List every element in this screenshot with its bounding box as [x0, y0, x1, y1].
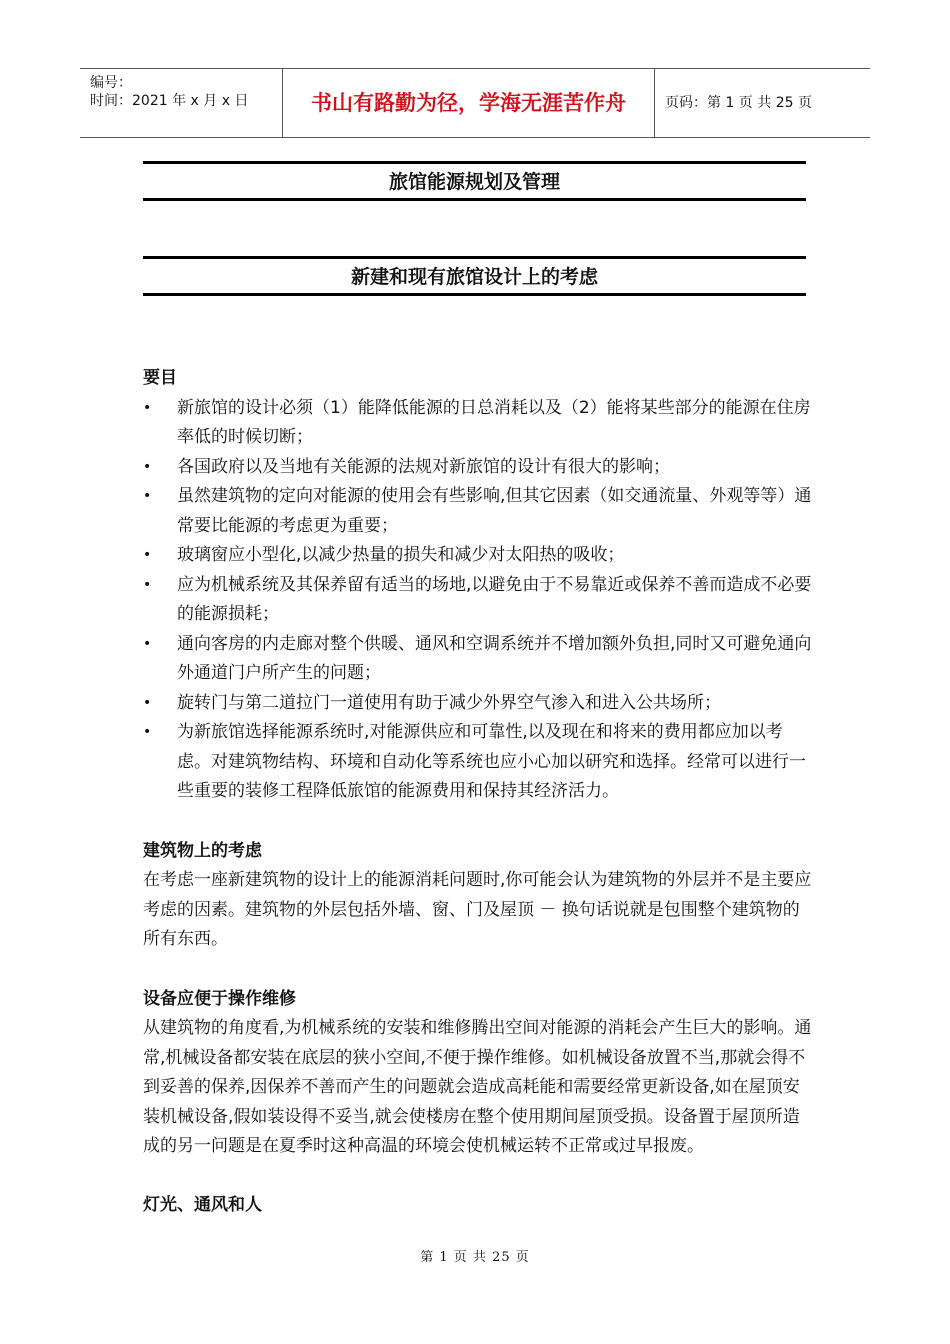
header-meta-cell: [80, 69, 283, 137]
bullet-icon: •: [143, 724, 152, 740]
list-item-text: 玻璃窗应小型化,以减少热量的损失和减少对太阳热的吸收；: [177, 545, 625, 565]
spacer: [143, 807, 815, 837]
equipment-heading: 设备应便于操作维修: [143, 988, 296, 1009]
list-item: [143, 630, 815, 689]
bullet-icon: •: [143, 399, 152, 416]
list-item-text: 通向客房的内走廊对整个供暖、通风和空调系统并不增加额外负担,同时又可避免通向外通道门户所产生的问题；: [177, 633, 812, 683]
bullet-icon: •: [143, 635, 152, 652]
list-item-text: 旋转门与第二道拉门一道使用有助于减少外界空气渗入和进入公共场所；: [177, 692, 721, 713]
bullet-icon: •: [143, 458, 152, 475]
bullet-icon: •: [143, 576, 152, 593]
list-item-text: 新旅馆的设计必须（1）能降低能源的日总消耗以及（2）能将某些部分的能源在住房率低的时候切断；: [177, 397, 811, 447]
list-item: [143, 541, 815, 571]
summary-heading: 要目: [143, 368, 177, 388]
building-paragraph: 在考虑一座新建筑物的设计上的能源消耗问题时,你可能会认为建筑物的外层并不是主要应考虑的因素。建筑物的外层包括外墙、窗、门及屋顶 － 换句话说就是包围整个建筑物的所有东西。: [143, 870, 812, 949]
list-item: [143, 571, 815, 630]
list-item-text: 各国政府以及当地有关能源的法规对新旅馆的设计有很大的影响；: [177, 456, 670, 477]
list-item-text: 应为机械系统及其保养留有适当的场地,以避免由于不易靠近或保养不善而造成不必要的能源损耗；: [177, 574, 812, 624]
list-item: [143, 453, 815, 483]
document-subtitle: 新建和现有旅馆设计上的考虑: [143, 256, 806, 296]
page-footer: 第 1 页 共 25 页: [420, 1250, 530, 1265]
serial-label: 编号：: [90, 75, 132, 91]
list-item-text: 为新旅馆选择能源系统时,对能源供应和可靠性,以及现在和将来的费用都应加以考虑。对建筑物结构、环境和自动化等系统也应小心加以研究和选择。经常可以进行一些重要的装修工程降低旅馆的能源费用和保持其经济活力。: [177, 722, 806, 801]
building-heading: 建筑物上的考虑: [143, 840, 262, 861]
document-body: [143, 364, 815, 1220]
lighting-heading: 灯光、通风和人: [143, 1194, 262, 1215]
list-item: [143, 718, 815, 807]
list-item: [143, 689, 815, 719]
document-header: [80, 68, 870, 138]
header-page-label: 页码：第 1 页 共 25 页: [665, 95, 812, 111]
equipment-paragraph: 从建筑物的角度看,为机械系统的安装和维修腾出空间对能源的消耗会产生巨大的影响。通常,机械设备都安装在底层的狭小空间,不便于操作维修。如机械设备放置不当,那就会得不到妥善的保养,因保养不善而产生的问题就会造成高耗能和需要经常更新设备,如在屋顶安装机械设备,假如装设得不妥当,就会使楼房在整个使用期间屋顶受损。设备置于屋顶所造成的另一问题是在夏季时这种高温的环境会使机械运转不正常或过早报废。: [143, 1018, 812, 1156]
document-title: 旅馆能源规划及管理: [143, 161, 806, 201]
spacer: [143, 1162, 815, 1191]
bullet-icon: •: [143, 694, 152, 711]
header-motto: 书山有路勤为径，学海无涯苦作舟: [283, 69, 655, 137]
list-item-text: 虽然建筑物的定向对能源的使用会有些影响,但其它因素（如交通流量、外观等等）通常要比能源的考虑更为重要；: [177, 486, 812, 536]
bullet-icon: •: [143, 547, 152, 563]
summary-list: [143, 394, 815, 807]
bullet-icon: •: [143, 488, 152, 504]
list-item: [143, 394, 815, 453]
list-item: [143, 482, 815, 541]
spacer: [143, 955, 815, 985]
date-label: 时间：2021 年 x 月 x 日: [90, 93, 249, 109]
